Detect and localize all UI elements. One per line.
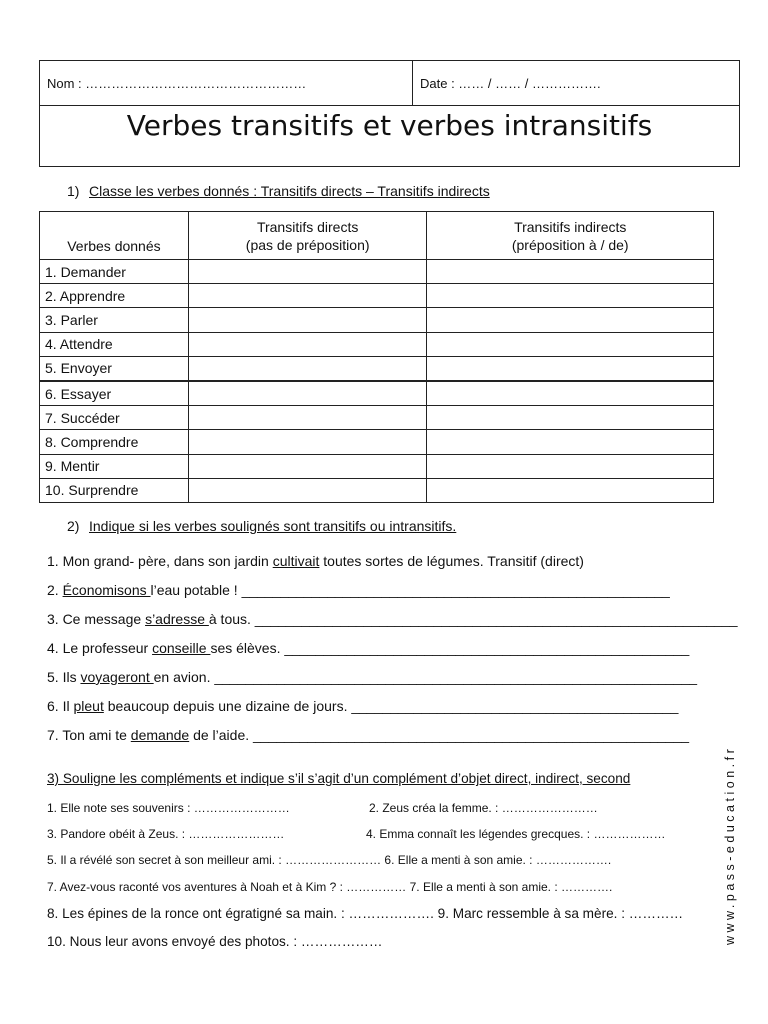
item-text: 5. Ils	[47, 669, 81, 685]
section2-instruction: Indique si les verbes soulignés sont transitifs ou intransitifs.	[89, 518, 457, 534]
table-row	[40, 332, 714, 356]
underlined-verb: voyageront	[80, 669, 154, 685]
answer-line[interactable]: l’eau potable ! _______________________________________________________	[150, 582, 670, 598]
exercise2-item-7	[47, 727, 689, 743]
verb-cell: 6. Essayer	[40, 381, 189, 406]
answer-cell-direct[interactable]	[188, 260, 427, 284]
answer-line[interactable]: de l’aide. ________________________________________________________	[189, 727, 690, 743]
exercise3-item-5[interactable]: 5. Il a révélé son secret à son meilleur ami. : …………………… 6. Elle a menti à son amie. : ……………….	[47, 853, 612, 867]
table-row	[40, 454, 714, 478]
answer-cell-direct[interactable]	[188, 332, 427, 356]
exercise2-item-3	[47, 611, 738, 627]
underlined-verb: demande	[130, 727, 190, 743]
answer-cell-indirect[interactable]	[427, 406, 714, 430]
answer-cell-indirect[interactable]	[427, 381, 714, 406]
answer-cell-direct[interactable]	[188, 406, 427, 430]
exercise3-item-3[interactable]: 3. Pandore obéit à Zeus. : ……………………	[47, 827, 285, 841]
table-row	[40, 284, 714, 308]
verbs-table	[39, 211, 714, 503]
table-row	[40, 308, 714, 332]
date-field[interactable]: Date : …… / …… / …………….	[420, 76, 601, 91]
answer-cell-direct[interactable]	[188, 430, 427, 454]
table-row	[40, 478, 714, 502]
answer-cell-indirect[interactable]	[427, 478, 714, 502]
verb-cell: 4. Attendre	[40, 332, 189, 356]
exercise3-item-8[interactable]: 10. Nous leur avons envoyé des photos. : ………………	[47, 934, 383, 949]
verb-cell: 9. Mentir	[40, 454, 189, 478]
exercise2-item-2	[47, 582, 670, 598]
page-title: Verbes transitifs et verbes intransitifs	[126, 109, 653, 142]
underlined-verb: cultivait	[272, 553, 320, 569]
exercise2-item-5	[47, 669, 697, 685]
col-verbes-label: Verbes donnés	[67, 238, 161, 254]
verb-cell: 3. Parler	[40, 308, 189, 332]
section1-instruction: Classe les verbes donnés : Transitifs directs – Transitifs indirects	[89, 183, 490, 199]
answer-cell-direct[interactable]	[188, 381, 427, 406]
item-text: 3. Ce message	[47, 611, 146, 627]
item-text: 4. Le professeur	[47, 640, 153, 656]
answer-cell-indirect[interactable]	[427, 260, 714, 284]
exercise2-item-4	[47, 640, 689, 656]
verb-cell: 1. Demander	[40, 260, 189, 284]
underlined-verb: pleut	[73, 698, 104, 714]
section2-number: 2)	[67, 518, 80, 534]
answer-cell-direct[interactable]	[188, 284, 427, 308]
col-indirects-header	[427, 212, 714, 260]
answer-cell-direct[interactable]	[188, 478, 427, 502]
col-verbes-header	[40, 212, 189, 260]
item-text: 2.	[47, 582, 63, 598]
section3-instruction: 3) Souligne les compléments et indique s’il s’agit d’un complément d’objet direct, indirect, second	[47, 771, 631, 786]
answer-line[interactable]: en avion. ______________________________________________________________	[153, 669, 698, 685]
exercise2-item-1	[47, 553, 584, 569]
col-indirects-line1: Transitifs indirects	[514, 218, 627, 235]
verb-cell: 8. Comprendre	[40, 430, 189, 454]
answer-cell-indirect[interactable]	[427, 356, 714, 381]
table-row	[40, 260, 714, 284]
col-directs-header	[188, 212, 427, 260]
underlined-verb: conseille	[152, 640, 211, 656]
col-directs-line2: (pas de préposition)	[245, 236, 370, 253]
verb-cell: 10. Surprendre	[40, 478, 189, 502]
answer-cell-indirect[interactable]	[427, 430, 714, 454]
table-row	[40, 406, 714, 430]
website-watermark: www.pass-education.fr	[723, 745, 737, 945]
answer-cell-indirect[interactable]	[427, 308, 714, 332]
col-directs-line1: Transitifs directs	[256, 218, 359, 235]
col-indirects-line2: (préposition à / de)	[511, 236, 629, 253]
exercise2-item-6	[47, 698, 678, 714]
name-field[interactable]: Nom : ……………………………………………	[47, 76, 307, 91]
item-answer: toutes sortes de légumes. Transitif (direct)	[319, 553, 584, 569]
answer-cell-indirect[interactable]	[427, 284, 714, 308]
item-text: 1. Mon grand- père, dans son jardin	[47, 553, 273, 569]
exercise3-item-1[interactable]: 1. Elle note ses souvenirs : ……………………	[47, 801, 290, 815]
verb-cell: 2. Apprendre	[40, 284, 189, 308]
header-box	[39, 60, 740, 167]
exercise3-item-4[interactable]: 4. Emma connaît les légendes grecques. : ………………	[366, 827, 666, 841]
verb-cell: 5. Envoyer	[40, 356, 189, 381]
section1-number: 1)	[67, 183, 80, 199]
answer-cell-indirect[interactable]	[427, 332, 714, 356]
underlined-verb: Économisons	[62, 582, 151, 598]
answer-cell-direct[interactable]	[188, 454, 427, 478]
header-row	[40, 61, 739, 106]
exercise3-item-6[interactable]: 7. Avez-vous raconté vos aventures à Noah et à Kim ? : …………… 7. Elle a menti à son amie. : ………….	[47, 880, 613, 894]
exercise3-item-2[interactable]: 2. Zeus créa la femme. : ……………………	[369, 801, 598, 815]
underlined-verb: s’adresse	[145, 611, 209, 627]
exercise3-item-7[interactable]: 8. Les épines de la ronce ont égratigné sa main. : ………………. 9. Marc ressemble à sa mère. : …………	[47, 906, 684, 921]
table-row	[40, 356, 714, 381]
verb-cell: 7. Succéder	[40, 406, 189, 430]
item-text: 6. Il	[47, 698, 74, 714]
table-row	[40, 381, 714, 406]
item-text: 7. Ton ami te	[47, 727, 131, 743]
table-row	[40, 430, 714, 454]
table-header-row	[40, 212, 714, 260]
answer-cell-direct[interactable]	[188, 356, 427, 381]
answer-line[interactable]: beaucoup depuis une dizaine de jours. __________________________________________	[103, 698, 679, 714]
answer-cell-indirect[interactable]	[427, 454, 714, 478]
answer-cell-direct[interactable]	[188, 308, 427, 332]
header-divider	[412, 61, 413, 105]
answer-line[interactable]: à tous. ______________________________________________________________	[208, 611, 738, 627]
answer-line[interactable]: ses élèves. ____________________________________________________	[210, 640, 690, 656]
